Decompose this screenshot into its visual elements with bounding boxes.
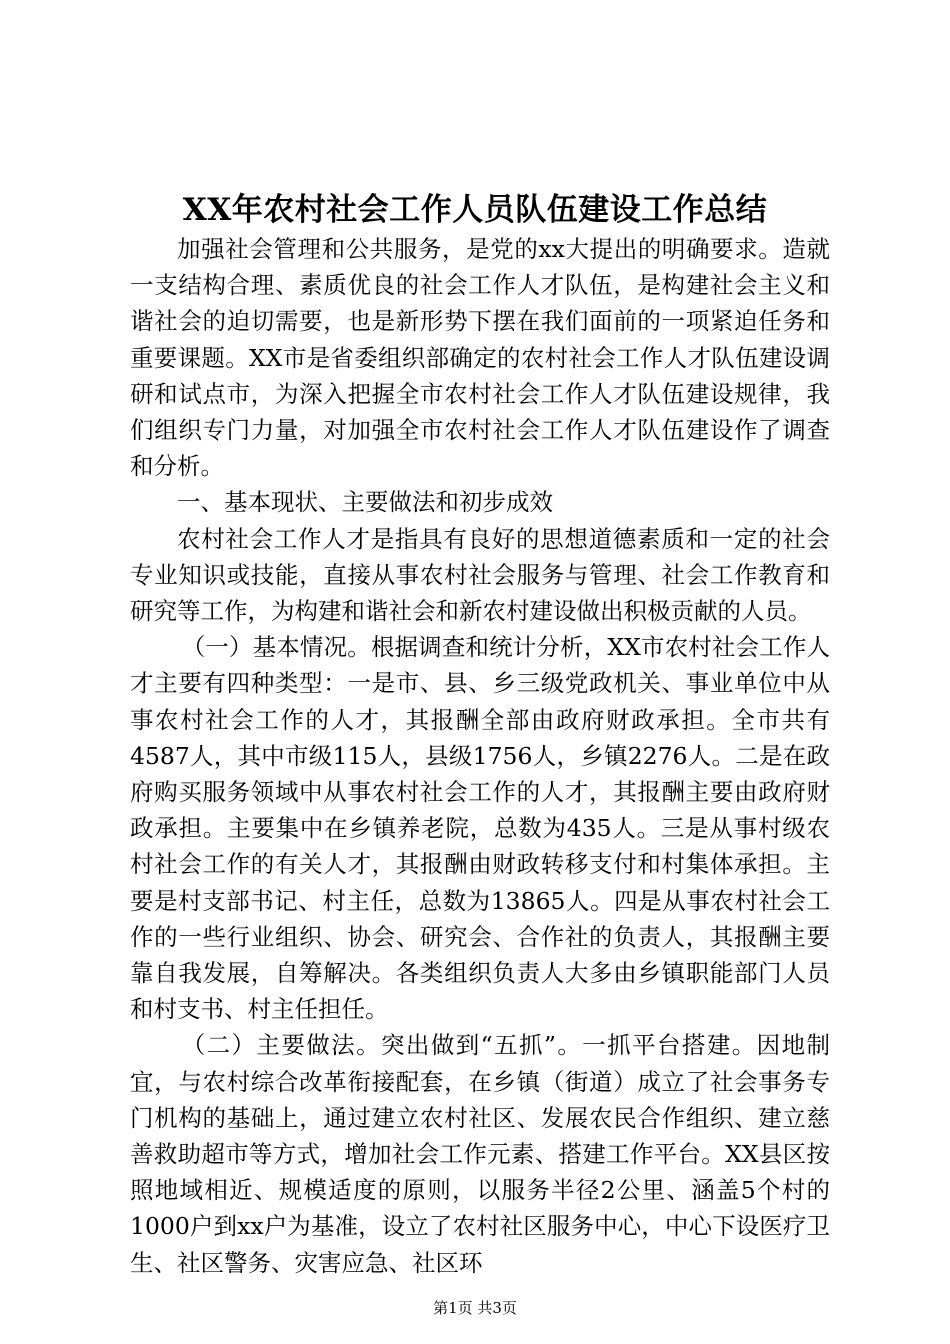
paragraph-intro: 加强社会管理和公共服务，是党的xx大提出的明确要求。造就一支结构合理、素质优良的社会工作人才队伍，是构建社会主义和谐社会的迫切需要，也是新形势下摆在我们面前的一项紧迫任务和重要课题。XX市是省委组织部确定的农村社会工作人才队伍建设调研和试点市，为深入把握全市农村社会工作人才队伍建设规律，我们组织专门力量，对加强全市农村社会工作人才队伍建设作了调查和分析。	[130, 235, 830, 481]
document-title: XX年农村社会工作人员队伍建设工作总结	[182, 192, 768, 228]
page-footer: 第1页 共3页	[433, 1299, 517, 1317]
section-heading-1: 一、基本现状、主要做法和初步成效	[177, 488, 553, 517]
paragraph-main-practices: （二）主要做法。突出做到“五抓”。一抓平台搭建。因地制宜，与农村综合改革衔接配套，在乡镇（街道）成立了社会事务专门机构的基础上，通过建立农村社区、发展农民合作组织、建立慈善救助超市等方式，增加社会工作元素、搭建工作平台。XX县区按照地域相近、规模适度的原则，以服务半径2公里、涵盖5个村的1000户到xx户为基准，设立了农村社区服务中心，中心下设医疗卫生、社区警务、灾害应急、社区环	[130, 1031, 830, 1277]
paragraph-basic-situation: （一）基本情况。根据调查和统计分析，XX市农村社会工作人才主要有四种类型：一是市、县、乡三级党政机关、事业单位中从事农村社会工作的人才，其报酬全部由政府财政承担。全市共有4587人，其中市级115人，县级1756人，乡镇2276人。二是在政府购买服务领域中从事农村社会工作的人才，其报酬主要由政府财政承担。主要集中在乡镇养老院，总数为435人。三是从事村级农村社会工作的有关人才，其报酬由财政转移支付和村集体承担。主要是村支部书记、村主任，总数为13865人。四是从事农村社会工作的一些行业组织、协会、研究会、合作社的负责人，其报酬主要靠自我发展，自筹解决。各类组织负责人大多由乡镇职能部门人员和村支书、村主任担任。	[130, 633, 830, 1024]
paragraph-definition: 农村社会工作人才是指具有良好的思想道德素质和一定的社会专业知识或技能，直接从事农村社会服务与管理、社会工作教育和研究等工作，为构建和谐社会和新农村建设做出积极贡献的人员。	[130, 524, 830, 626]
document-body	[130, 231, 830, 1281]
